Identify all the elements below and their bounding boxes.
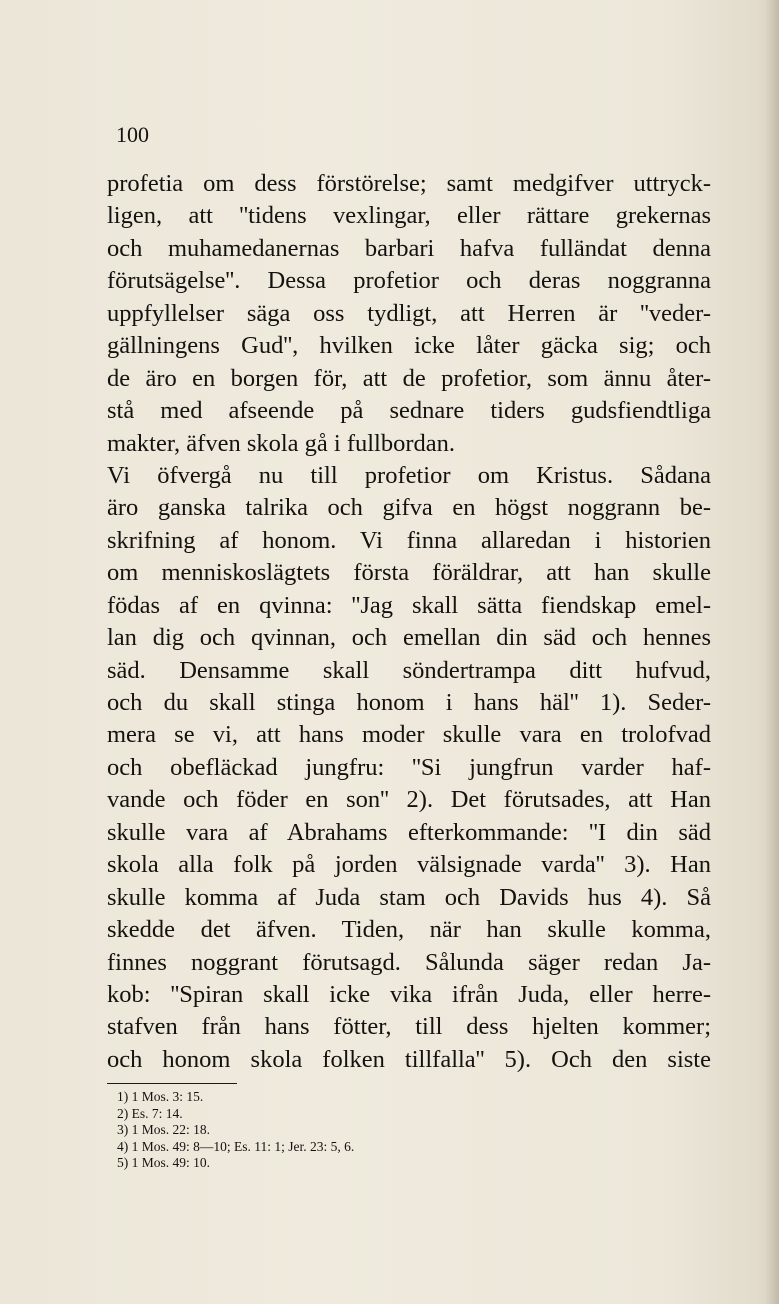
text-line: Vi öfvergå nu till profetior om Kristus. Sådana [107,461,711,489]
text-line: skola alla folk på jorden välsignade varda'' 3). Han [107,851,711,879]
text-line: stå med afseende på sednare tiders gudsfiendtliga [107,397,711,425]
text-line: och du skall stinga honom i hans häl'' 1). Seder- [107,689,711,716]
page-edge-shadow [765,0,779,1304]
body-text [107,168,711,1076]
text-line: äro ganska talrika och gifva en högst noggrann be- [107,494,711,522]
footnote: 3) 1 Mos. 22: 18. [117,1122,211,1138]
footnote: 4) 1 Mos. 49: 8—10; Es. 11: 1; Jer. 23: 5, 6. [117,1138,355,1154]
text-line: makter, äfven skola gå i fullbordan. [107,429,456,457]
text-line: finnes noggrant förutsagd. Sålunda säger redan Ja- [107,948,711,976]
text-line: och honom skola folken tillfalla'' 5). Och den siste [107,1045,711,1073]
footnote: 2) Es. 7: 14. [117,1105,183,1121]
text-line: skedde det äfven. Tiden, när han skulle komma, [107,916,711,944]
footnotes [117,1089,617,1172]
text-line: vande och föder en son'' 2). Det förutsades, att Han [107,786,711,814]
footnote-divider [107,1083,237,1084]
text-line: mera se vi, att hans moder skulle vara en trolofvad [107,721,711,749]
text-line: profetia om dess förstörelse; samt medgifver uttryck- [107,170,711,197]
text-line: förutsägelse''. Dessa profetior och deras noggranna [107,267,711,295]
text-line: och obefläckad jungfru: ''Si jungfrun varder haf- [107,753,711,781]
text-line: gällningens Gud'', hvilken icke låter gäcka sig; och [107,332,711,360]
text-line: säd. Densamme skall söndertrampa ditt hufvud, [107,656,711,684]
text-line: kob: ''Spiran skall icke vika ifrån Juda, eller herre- [107,980,711,1008]
text-line: ligen, att ''tidens vexlingar, eller rättare grekernas [107,202,711,230]
text-line: stafven från hans fötter, till dess hjelten kommer; [107,1013,711,1041]
text-line: de äro en borgen för, att de profetior, som ännu åter- [107,364,711,392]
text-line: och muhamedanernas barbari hafva fulländat denna [107,234,711,262]
text-line: om menniskoslägtets första föräldrar, att han skulle [107,559,711,587]
footnote: 1) 1 Mos. 3: 15. [117,1089,204,1104]
text-line: skrifning af honom. Vi finna allaredan i historien [107,526,711,554]
text-line: födas af en qvinna: ''Jag skall sätta fiendskap emel- [107,591,711,619]
text-line: uppfyllelser säga oss tydligt, att Herren är ''veder- [107,299,711,327]
page-number: 100 [116,122,149,147]
text-line: lan dig och qvinnan, och emellan din säd och hennes [107,624,711,652]
text-line: skulle vara af Abrahams efterkommande: ''I din säd [107,818,711,846]
footnote: 5) 1 Mos. 49: 10. [117,1155,211,1171]
text-line: skulle komma af Juda stam och Davids hus 4). Så [107,883,711,911]
